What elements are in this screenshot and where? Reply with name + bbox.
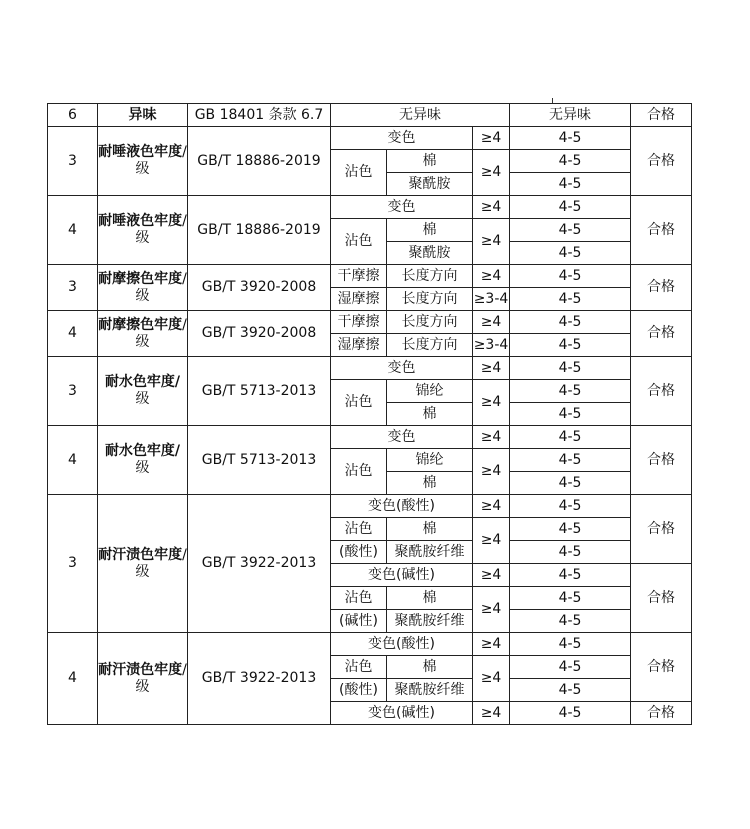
- table-row: [48, 495, 692, 518]
- test-result: 4-5: [510, 219, 631, 242]
- test-result: 4-5: [510, 679, 631, 702]
- requirement: ≥4: [473, 196, 510, 219]
- verdict: 合格: [631, 357, 692, 426]
- row-number: 4: [48, 196, 98, 265]
- test-result: 4-5: [510, 702, 631, 725]
- requirement: ≥4: [473, 495, 510, 518]
- condition: (酸性): [331, 541, 387, 564]
- condition: 沾色: [331, 219, 387, 265]
- table-row: [48, 426, 692, 449]
- test-result: 4-5: [510, 242, 631, 265]
- test-standard: GB/T 3922-2013: [188, 495, 331, 633]
- table-row: [48, 265, 692, 288]
- verdict: 合格: [631, 104, 692, 127]
- condition: 变色: [331, 426, 473, 449]
- requirement: ≥4: [473, 449, 510, 495]
- test-result: 4-5: [510, 311, 631, 334]
- fabric: 棉: [387, 472, 473, 495]
- verdict: 合格: [631, 495, 692, 564]
- page-bottom-margin: [47, 731, 747, 829]
- requirement: ≥4: [473, 633, 510, 656]
- requirement: ≥4: [473, 357, 510, 380]
- condition: (碱性): [331, 610, 387, 633]
- test-item: 耐汗渍色牢度/级: [98, 495, 188, 633]
- condition: 沾色: [331, 587, 387, 610]
- test-item: 耐唾液色牢度/ 级: [98, 127, 188, 196]
- test-result: 4-5: [510, 334, 631, 357]
- condition: 变色: [331, 196, 473, 219]
- test-results-table: [47, 103, 692, 725]
- requirement: ≥4: [473, 219, 510, 265]
- condition: 变色: [331, 127, 473, 150]
- test-result: 4-5: [510, 587, 631, 610]
- row-number: 4: [48, 311, 98, 357]
- table-row: [48, 196, 692, 219]
- condition: 湿摩擦: [331, 288, 387, 311]
- test-standard: GB/T 3920-2008: [188, 311, 331, 357]
- test-item: 耐摩擦色牢度/ 级: [98, 311, 188, 357]
- condition: 沾色: [331, 449, 387, 495]
- condition: 沾色: [331, 656, 387, 679]
- test-result: 4-5: [510, 173, 631, 196]
- row-number: 4: [48, 633, 98, 725]
- requirement: ≥4: [473, 150, 510, 196]
- test-result: 4-5: [510, 449, 631, 472]
- row-number: 3: [48, 127, 98, 196]
- test-result: 4-5: [510, 518, 631, 541]
- condition: 沾色: [331, 518, 387, 541]
- requirement: ≥4: [473, 702, 510, 725]
- test-result: 4-5: [510, 472, 631, 495]
- test-result: 4-5: [510, 656, 631, 679]
- row-number: 3: [48, 265, 98, 311]
- condition: 干摩擦: [331, 265, 387, 288]
- direction: 长度方向: [387, 334, 473, 357]
- test-item: 耐水色牢度/ 级: [98, 357, 188, 426]
- condition: 变色(酸性): [331, 633, 473, 656]
- test-result: 4-5: [510, 541, 631, 564]
- test-result: 4-5: [510, 127, 631, 150]
- fabric: 聚酰胺: [387, 242, 473, 265]
- fabric: 棉: [387, 587, 473, 610]
- verdict: 合格: [631, 311, 692, 357]
- requirement: ≥4: [473, 265, 510, 288]
- condition: 变色(酸性): [331, 495, 473, 518]
- test-standard: GB/T 5713-2013: [188, 357, 331, 426]
- verdict: 合格: [631, 633, 692, 702]
- fabric: 棉: [387, 219, 473, 242]
- fabric: 棉: [387, 403, 473, 426]
- requirement: ≥4: [473, 426, 510, 449]
- direction: 长度方向: [387, 265, 473, 288]
- test-standard: GB/T 3920-2008: [188, 265, 331, 311]
- test-standard: GB/T 3922-2013: [188, 633, 331, 725]
- test-result: 4-5: [510, 196, 631, 219]
- requirement: ≥3-4: [473, 334, 510, 357]
- condition: 沾色: [331, 380, 387, 426]
- requirement: ≥4: [473, 380, 510, 426]
- condition: 干摩擦: [331, 311, 387, 334]
- test-item: 耐水色牢度/ 级: [98, 426, 188, 495]
- table-row: [48, 311, 692, 334]
- test-item: 异味: [98, 104, 188, 127]
- requirement: ≥4: [473, 564, 510, 587]
- row-number: 3: [48, 495, 98, 633]
- fabric: 棉: [387, 150, 473, 173]
- verdict: 合格: [631, 127, 692, 196]
- row-number: 4: [48, 426, 98, 495]
- condition: 变色(碱性): [331, 564, 473, 587]
- requirement: ≥4: [473, 656, 510, 702]
- requirement: ≥4: [473, 518, 510, 564]
- verdict: 合格: [631, 265, 692, 311]
- test-standard: GB 18401 条款 6.7: [188, 104, 331, 127]
- condition: (酸性): [331, 679, 387, 702]
- condition: 变色(碱性): [331, 702, 473, 725]
- requirement: ≥4: [473, 587, 510, 633]
- test-result: 4-5: [510, 495, 631, 518]
- direction: 长度方向: [387, 288, 473, 311]
- verdict: 合格: [631, 426, 692, 495]
- table-row: [48, 633, 692, 656]
- condition: 湿摩擦: [331, 334, 387, 357]
- condition: 变色: [331, 357, 473, 380]
- test-result: 无异味: [510, 104, 631, 127]
- requirement: ≥4: [473, 127, 510, 150]
- fabric: 棉: [387, 518, 473, 541]
- test-result: 4-5: [510, 288, 631, 311]
- requirement: 无异味: [331, 104, 510, 127]
- test-result: 4-5: [510, 265, 631, 288]
- test-result: 4-5: [510, 357, 631, 380]
- test-result: 4-5: [510, 564, 631, 587]
- requirement: ≥3-4: [473, 288, 510, 311]
- test-item: 耐摩擦色牢度/ 级: [98, 265, 188, 311]
- row-number: 6: [48, 104, 98, 127]
- test-result: 4-5: [510, 426, 631, 449]
- condition: 沾色: [331, 150, 387, 196]
- test-standard: GB/T 18886-2019: [188, 127, 331, 196]
- verdict: 合格: [631, 196, 692, 265]
- fabric: 聚酰胺纤维: [387, 679, 473, 702]
- verdict: 合格: [631, 564, 692, 633]
- test-item: 耐汗渍色牢度/级: [98, 633, 188, 725]
- fabric: 聚酰胺: [387, 173, 473, 196]
- test-standard: GB/T 5713-2013: [188, 426, 331, 495]
- table-row: [48, 127, 692, 150]
- test-result: 4-5: [510, 610, 631, 633]
- fabric: 聚酰胺纤维: [387, 610, 473, 633]
- row-number: 3: [48, 357, 98, 426]
- test-result: 4-5: [510, 633, 631, 656]
- fabric: 棉: [387, 656, 473, 679]
- fabric: 聚酰胺纤维: [387, 541, 473, 564]
- direction: 长度方向: [387, 311, 473, 334]
- table-row: [48, 357, 692, 380]
- table-row: [48, 104, 692, 127]
- test-standard: GB/T 18886-2019: [188, 196, 331, 265]
- test-item: 耐唾液色牢度/ 级: [98, 196, 188, 265]
- test-result: 4-5: [510, 403, 631, 426]
- fabric: 锦纶: [387, 449, 473, 472]
- test-result: 4-5: [510, 380, 631, 403]
- test-result: 4-5: [510, 150, 631, 173]
- fabric: 锦纶: [387, 380, 473, 403]
- requirement: ≥4: [473, 311, 510, 334]
- verdict: 合格: [631, 702, 692, 725]
